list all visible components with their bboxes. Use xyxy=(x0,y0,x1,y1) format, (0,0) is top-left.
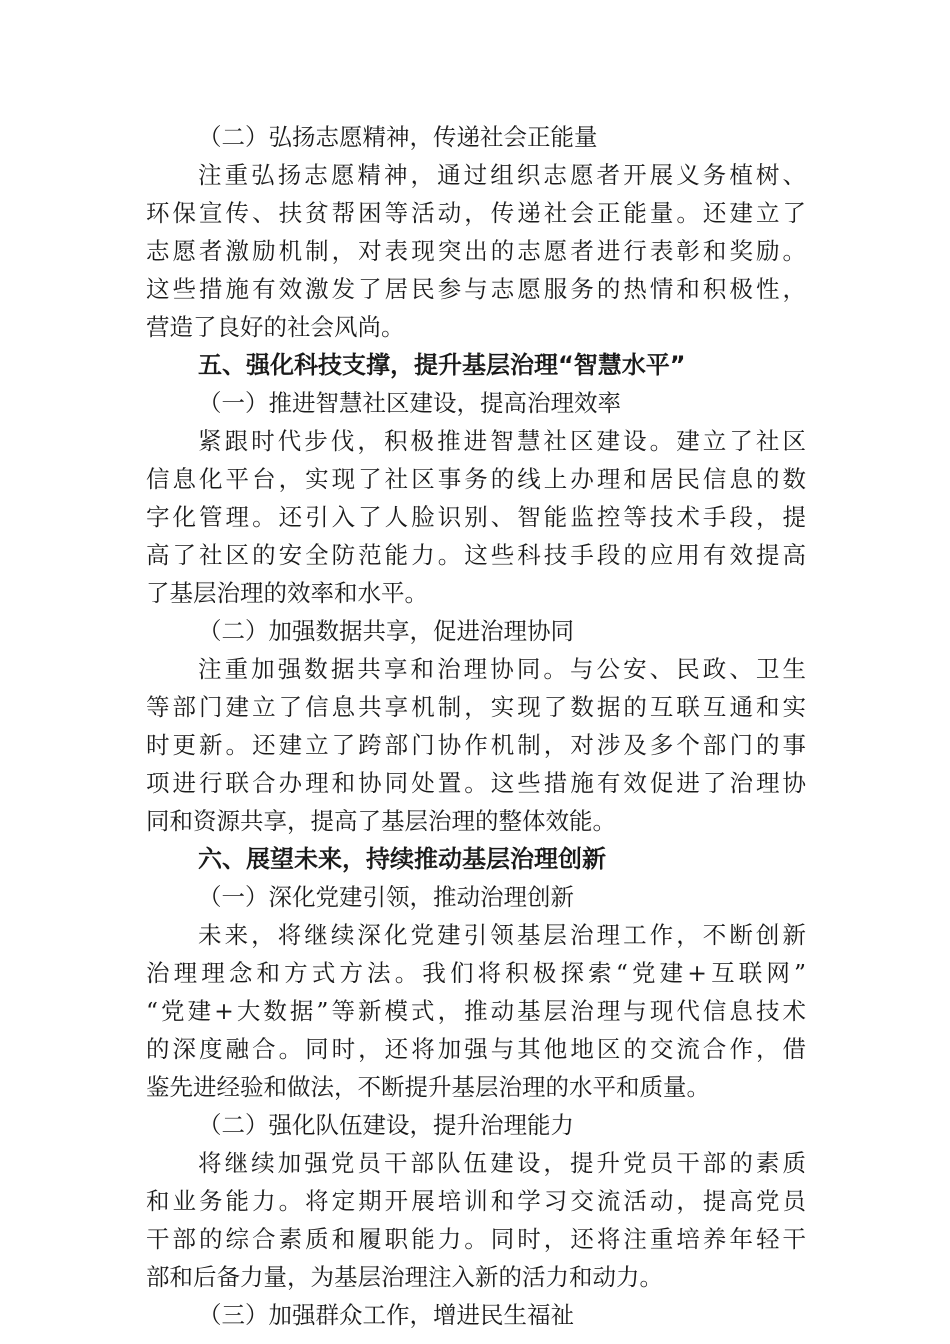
subsection-title: （二）弘扬志愿精神，传递社会正能量 xyxy=(198,123,598,151)
subsection-title: （三）加强群众工作，增进民生福祉 xyxy=(198,1301,574,1329)
paragraph-line: 项进行联合办理和协同处置。这些措施有效促进了治理协 xyxy=(146,769,806,797)
paragraph-line: 同和资源共享，提高了基层治理的整体效能。 xyxy=(146,807,616,835)
paragraph-line: 部和后备力量，为基层治理注入新的活力和动力。 xyxy=(146,1263,663,1291)
paragraph-line: 鉴先进经验和做法，不断提升基层治理的水平和质量。 xyxy=(146,1073,710,1101)
paragraph-line: 未来，将继续深化党建引领基层治理工作，不断创新 xyxy=(198,921,806,949)
paragraph-line: 紧跟时代步伐，积极推进智慧社区建设。建立了社区 xyxy=(198,427,806,455)
paragraph-line: 将继续加强党员干部队伍建设，提升党员干部的素质 xyxy=(198,1149,806,1177)
subsection-title: （一）推进智慧社区建设，提高治理效率 xyxy=(198,389,621,417)
paragraph-line: 信息化平台，实现了社区事务的线上办理和居民信息的数 xyxy=(146,465,806,493)
paragraph-line: 注重弘扬志愿精神，通过组织志愿者开展义务植树、 xyxy=(198,161,806,189)
paragraph-line: 和业务能力。将定期开展培训和学习交流活动，提高党员 xyxy=(146,1187,806,1215)
paragraph-line: 志愿者激励机制，对表现突出的志愿者进行表彰和奖励。 xyxy=(146,237,806,265)
paragraph-line: “党建+大数据”等新模式，推动基层治理与现代信息技术 xyxy=(146,997,806,1025)
paragraph-line: 环保宣传、扶贫帮困等活动，传递社会正能量。还建立了 xyxy=(146,199,806,227)
paragraph-line: 等部门建立了信息共享机制，实现了数据的互联互通和实 xyxy=(146,693,806,721)
paragraph-line: 注重加强数据共享和治理协同。与公安、民政、卫生 xyxy=(198,655,806,683)
subsection-title: （二）强化队伍建设，提升治理能力 xyxy=(198,1111,574,1139)
subsection-title: （二）加强数据共享，促进治理协同 xyxy=(198,617,574,645)
section-heading: 五、强化科技支撑，提升基层治理“智慧水平” xyxy=(198,351,686,379)
paragraph-line: 了基层治理的效率和水平。 xyxy=(146,579,428,607)
paragraph-line: 干部的综合素质和履职能力。同时，还将注重培养年轻干 xyxy=(146,1225,806,1253)
paragraph-line: 这些措施有效激发了居民参与志愿服务的热情和积极性， xyxy=(146,275,806,303)
paragraph-line: 治理理念和方式方法。我们将积极探索“党建+互联网” xyxy=(146,959,806,987)
subsection-title: （一）深化党建引领，推动治理创新 xyxy=(198,883,574,911)
paragraph-line: 营造了良好的社会风尚。 xyxy=(146,313,405,341)
paragraph-line: 高了社区的安全防范能力。这些科技手段的应用有效提高 xyxy=(146,541,806,569)
section-heading: 六、展望未来，持续推动基层治理创新 xyxy=(198,845,606,873)
paragraph-line: 字化管理。还引入了人脸识别、智能监控等技术手段，提 xyxy=(146,503,806,531)
paragraph-line: 的深度融合。同时，还将加强与其他地区的交流合作，借 xyxy=(146,1035,806,1063)
paragraph-line: 时更新。还建立了跨部门协作机制，对涉及多个部门的事 xyxy=(146,731,806,759)
